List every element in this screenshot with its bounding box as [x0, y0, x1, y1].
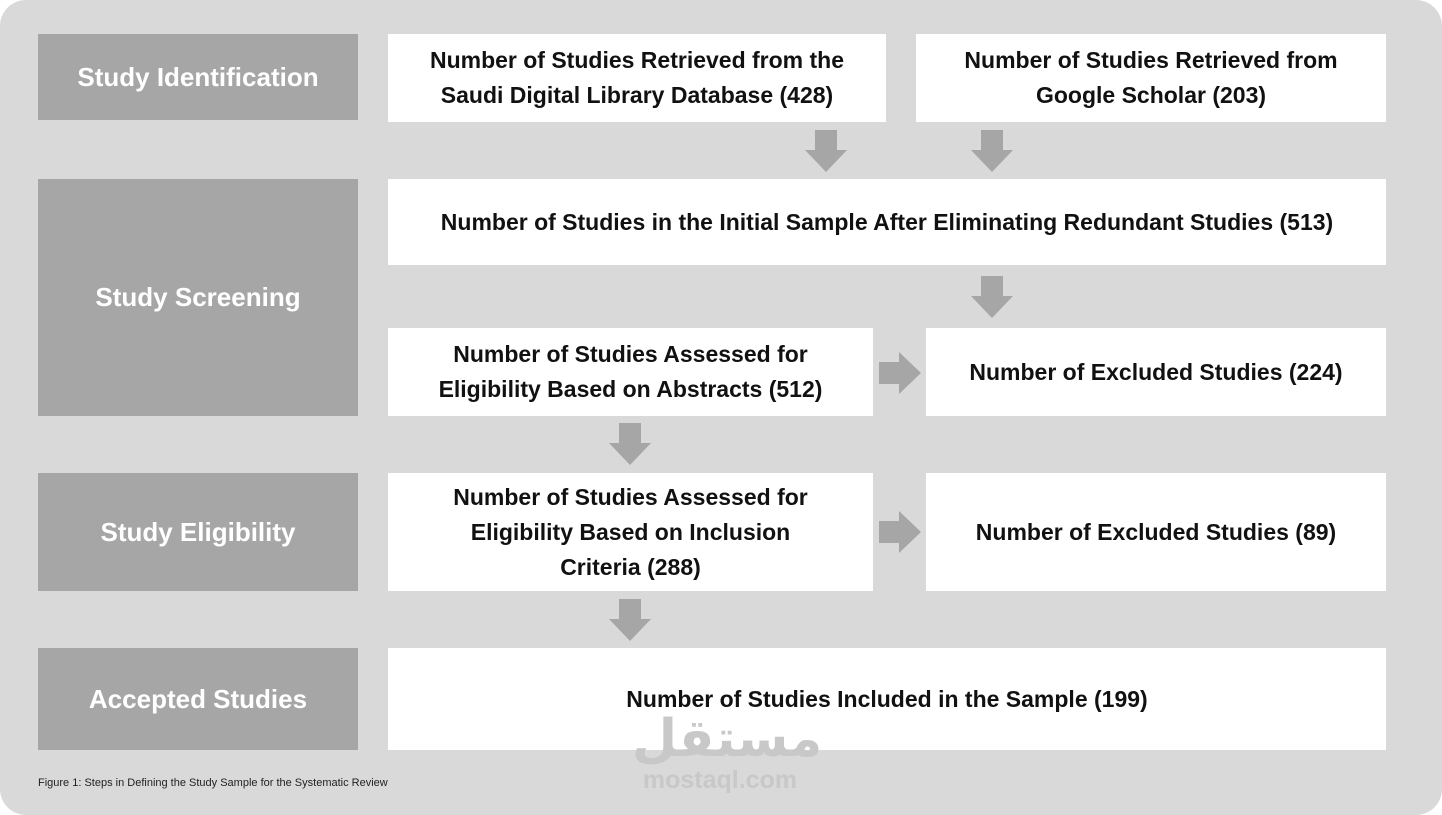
- arrow-down-icon: [971, 276, 1013, 318]
- stage-eligibility: Study Eligibility: [38, 473, 358, 591]
- arrow-down-icon: [971, 130, 1013, 172]
- box-initial-sample: Number of Studies in the Initial Sample After Eliminating Redundant Studies (513): [388, 179, 1386, 265]
- arrow-down-icon: [609, 423, 651, 465]
- stage-accepted: Accepted Studies: [38, 648, 358, 750]
- box-assessed-inclusion-criteria: Number of Studies Assessed for Eligibility Based on Inclusion Criteria (288): [388, 473, 873, 591]
- arrow-right-icon: [879, 352, 921, 394]
- arrow-down-icon: [805, 130, 847, 172]
- stage-identification: Study Identification: [38, 34, 358, 120]
- mostaql-watermark: [632, 709, 823, 802]
- arrow-down-icon: [609, 599, 651, 641]
- stage-screening: Study Screening: [38, 179, 358, 416]
- box-saudi-digital-library: Number of Studies Retrieved from the Saudi Digital Library Database (428): [388, 34, 886, 122]
- watermark-arabic: مستقل: [632, 709, 823, 769]
- box-excluded-criteria: Number of Excluded Studies (89): [926, 473, 1386, 591]
- box-google-scholar: Number of Studies Retrieved from Google Scholar (203): [916, 34, 1386, 122]
- box-included-sample: Number of Studies Included in the Sample (199): [388, 648, 1386, 750]
- watermark-latin: mostaql.com: [642, 766, 798, 794]
- arrow-right-icon: [879, 511, 921, 553]
- box-excluded-abstracts: Number of Excluded Studies (224): [926, 328, 1386, 416]
- box-assessed-abstracts: Number of Studies Assessed for Eligibility Based on Abstracts (512): [388, 328, 873, 416]
- figure-caption: Figure 1: Steps in Defining the Study Sample for the Systematic Review: [38, 777, 388, 789]
